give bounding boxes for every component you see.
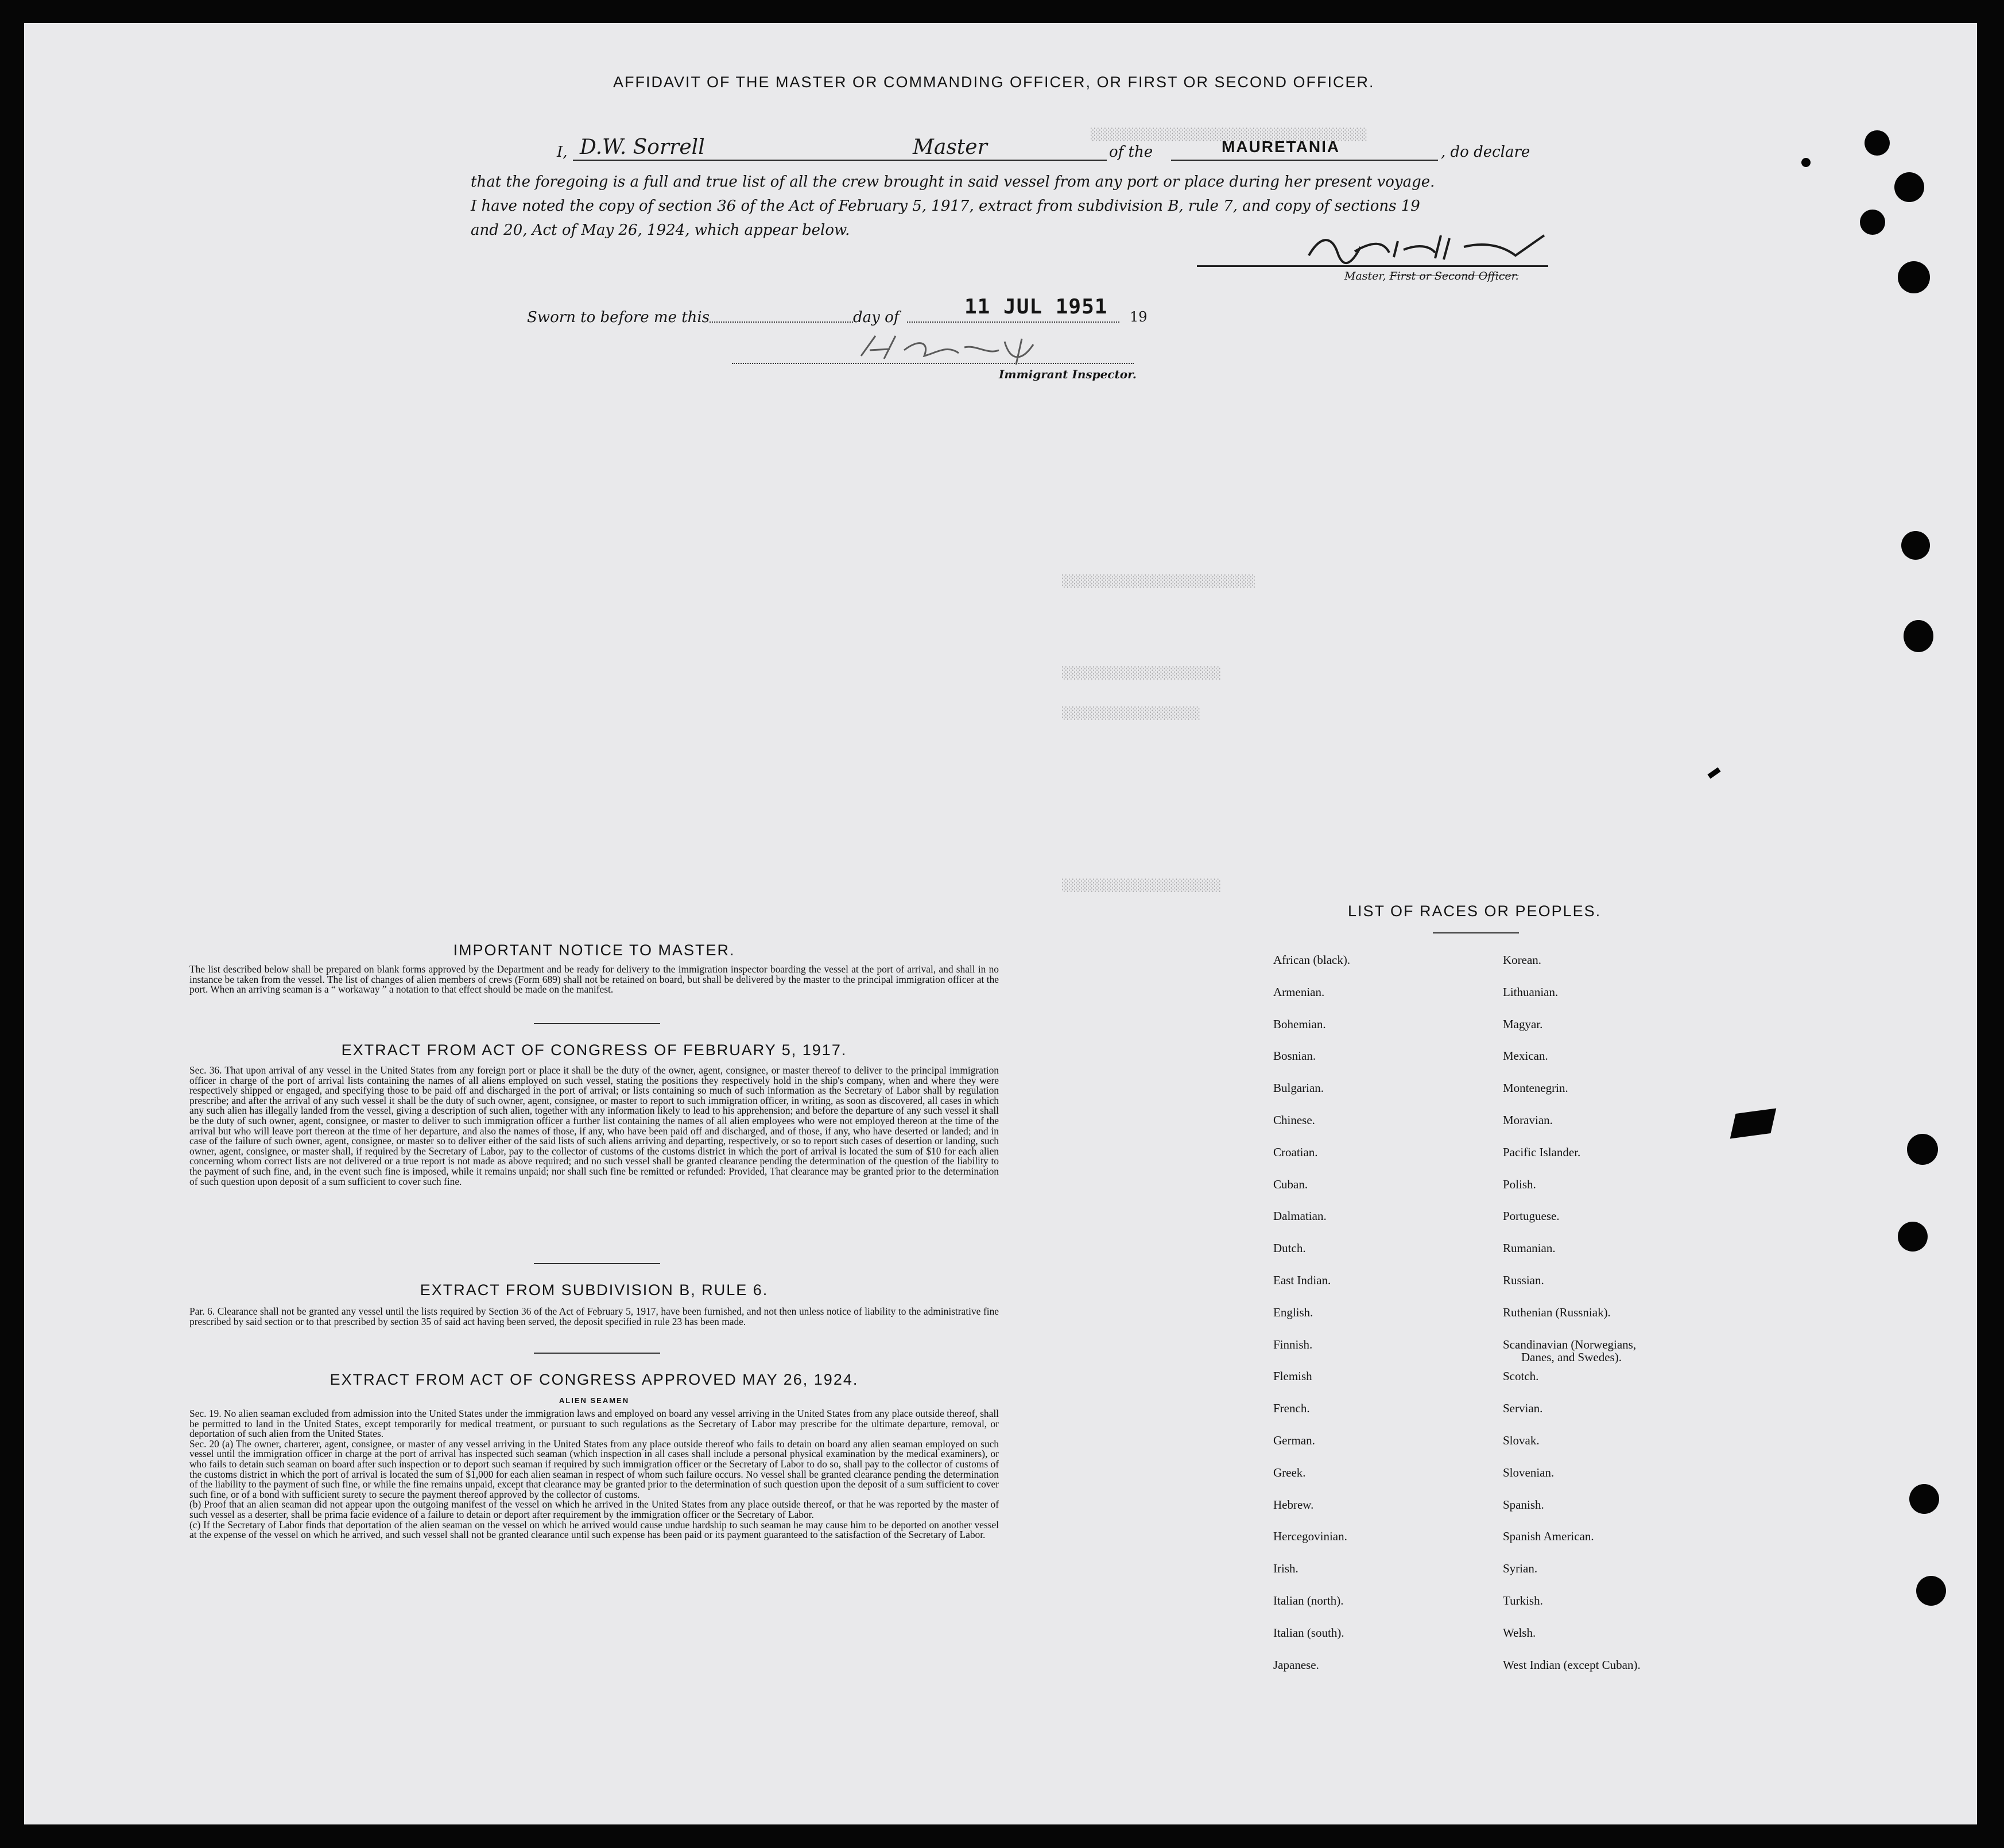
punch-hole bbox=[1904, 620, 1933, 652]
race-item: Lithuanian. bbox=[1503, 985, 1559, 999]
race-item: Korean. bbox=[1503, 953, 1542, 967]
race-item: Hebrew. bbox=[1273, 1497, 1314, 1512]
rank-handwritten: Master bbox=[913, 135, 987, 159]
punch-hole bbox=[1898, 1222, 1928, 1252]
race-item: Cuban. bbox=[1273, 1177, 1308, 1191]
race-item: Dalmatian. bbox=[1273, 1209, 1327, 1223]
affidavit-i-label: I, bbox=[557, 144, 568, 161]
race-item: Croatian. bbox=[1273, 1145, 1318, 1159]
race-item: Syrian. bbox=[1503, 1562, 1538, 1576]
race-item: Italian (south). bbox=[1273, 1625, 1344, 1640]
races-title-rule bbox=[1433, 932, 1519, 933]
master-name-handwritten: D.W. Sorrell bbox=[580, 135, 705, 159]
year-prefix: 19 bbox=[1130, 309, 1148, 325]
signature-role-label: Master, First or Second Officer. bbox=[1344, 270, 1519, 282]
master-signature-line bbox=[1197, 264, 1548, 267]
race-item: Bosnian. bbox=[1273, 1049, 1316, 1063]
date-stamp: 11 JUL 1951 bbox=[964, 295, 1108, 319]
extract-1924-title: EXTRACT FROM ACT OF CONGRESS APPROVED MAY 26, 1924. bbox=[330, 1371, 859, 1388]
vessel-name: MAURETANIA bbox=[1222, 138, 1340, 156]
race-item: German. bbox=[1273, 1434, 1315, 1447]
race-item: Rumanian. bbox=[1503, 1241, 1556, 1256]
bleed-through-text: ░░░░░░░░░░░░░░░░░░░░░░░░░░░░ bbox=[1062, 574, 1256, 588]
races-list-title: LIST OF RACES OR PEOPLES. bbox=[1348, 902, 1602, 920]
race-item: Bohemian. bbox=[1273, 1017, 1326, 1031]
race-item: Dutch. bbox=[1273, 1241, 1306, 1256]
affidavit-do-declare-label: , do declare bbox=[1441, 144, 1530, 161]
race-item: Japanese. bbox=[1273, 1657, 1319, 1672]
race-item: Scandinavian (Norwegians, bbox=[1503, 1337, 1637, 1351]
race-item: French. bbox=[1273, 1401, 1310, 1416]
punch-hole bbox=[1901, 531, 1930, 560]
race-item: Slovak. bbox=[1503, 1434, 1540, 1447]
section-divider bbox=[534, 1263, 660, 1264]
race-item: Bulgarian. bbox=[1273, 1081, 1324, 1095]
affidavit-title: AFFIDAVIT OF THE MASTER OR COMMANDING OFFICER, OR FIRST OR SECOND OFFICER. bbox=[613, 73, 1375, 91]
section-divider bbox=[534, 1023, 660, 1024]
notice-text: The list described below shall be prepared on blank forms approved by the Department and be ready for delivery to the immigration inspector boarding the vessel at the port of arrival, and shall in no instance be taken from the vessel. The list of changes of alien members of crews (Form 689) shall not be retained on board, but shall be delivered by the master to the principal immigration officer at the port. When an arriving seaman is a “ workaway ” a notation to that effect should be made on the manifest. bbox=[189, 963, 999, 995]
race-item: Ruthenian (Russniak). bbox=[1503, 1305, 1611, 1319]
punch-hole bbox=[1898, 261, 1930, 293]
affidavit-declaration-text: that the foregoing is a full and true list of all the crew brought in said vessel from any port or place during her present voyage. I have noted the copy of section 36 of the Act of February 5, 1917, extract from subdivision B, rule 7, and copy of sections 19 and 20, Act of May 26, 1924, which appear below. bbox=[471, 173, 1435, 239]
punch-hole bbox=[1894, 172, 1924, 202]
race-item: Slovenian. bbox=[1503, 1465, 1555, 1479]
race-item: Portuguese. bbox=[1503, 1209, 1560, 1223]
day-of-label: day of bbox=[853, 309, 900, 326]
race-item: Turkish. bbox=[1503, 1594, 1543, 1607]
punch-hole bbox=[1909, 1484, 1939, 1514]
punch-hole bbox=[1907, 1134, 1938, 1165]
race-item: Irish. bbox=[1273, 1562, 1298, 1576]
extract-1917-title: EXTRACT FROM ACT OF CONGRESS OF FEBRUARY 5, 1917. bbox=[341, 1041, 847, 1059]
extract-1917-text: Sec. 36. That upon arrival of any vessel in the United States from any foreign port or place it shall be the duty of the owner, agent, consignee, or master thereof to deliver to the principal immigration officer in charge of the port of arrival lists containing the names of all aliens employed on such vessel, stating the positions they respectively hold in the ship's company, when and where they were respectively shipped or engaged, and specifying those to be paid off and discharged in the port of arrival; or lists containing so much of such information as the Secretary of Labor shall by regulation prescribe; and after the arrival of any such vessel it shall be the duty of such owner, agent, consignee, or master to report to such immigration officer, in writing, as soon as discovered, all cases in which any such alien has illegally landed from the vessel, giving a description of such alien, together with any information likely to lead to his apprehension; and before the departure of any such vessel it shall be the duty of such owner, agent, consignee, or master to deliver to such immigration officer a further list containing the names of all alien employees who were not employed thereon at the time of the arrival but who will leave port thereon at the time of her departure, and also the names of those, if any, who have been paid off and discharged, and of those, if any, who have deserted or landed; and in case of the failure of such owner, agent, consignee, or master so to deliver either of the said lists of such aliens arriving and departing, respectively, or so to report such cases of desertion or landing, such owner, agent, consignee, or master shall, if required by the Secretary of Labor, pay to the collector of customs of the customs district in which the port of arrival is located the sum of $10 for each alien concerning whom correct lists are not delivered or a true report is not made as above required; and no such vessel shall be granted clearance pending the determination of the question of the liability to the payment of such fine, and, in the event such fine is imposed, while it remains unpaid; nor shall such fine be remitted or refunded: Provided, That clearance may be granted prior to the determination of such question upon deposit of a sum sufficient to cover such fine. bbox=[189, 1064, 999, 1187]
notice-title: IMPORTANT NOTICE TO MASTER. bbox=[453, 942, 735, 959]
document-page bbox=[24, 23, 1977, 1824]
race-item: Montenegrin. bbox=[1503, 1081, 1568, 1095]
ink-blot bbox=[1801, 158, 1811, 167]
inspector-signature-line bbox=[732, 363, 1134, 364]
alien-seamen-subtitle: ALIEN SEAMEN bbox=[559, 1396, 630, 1405]
race-item: African (black). bbox=[1273, 953, 1351, 967]
bleed-through-text: ░░░░░░░░░░░░░░░░░░░░ bbox=[1062, 706, 1200, 720]
race-item: Flemish bbox=[1273, 1369, 1312, 1384]
race-item: Spanish American. bbox=[1503, 1529, 1594, 1544]
race-item: Moravian. bbox=[1503, 1113, 1553, 1127]
race-item: Armenian. bbox=[1273, 985, 1325, 999]
date-dotted-line bbox=[907, 321, 1119, 323]
affidavit-of-the-label: of the bbox=[1109, 144, 1153, 161]
race-item: Mexican. bbox=[1503, 1049, 1548, 1063]
race-item: Pacific Islander. bbox=[1503, 1145, 1581, 1159]
master-signature bbox=[1297, 224, 1567, 270]
race-item: Welsh. bbox=[1503, 1625, 1536, 1640]
race-item: Hercegovinian. bbox=[1273, 1529, 1347, 1544]
bleed-through-text: ░░░░░░░░░░░░░░░░░░░░░░░░░░░░░░░░░░░░░░░░ bbox=[1091, 127, 1367, 141]
inspector-label: Immigrant Inspector. bbox=[999, 367, 1137, 381]
race-item: Chinese. bbox=[1273, 1113, 1315, 1127]
race-item: Magyar. bbox=[1503, 1017, 1543, 1031]
punch-hole bbox=[1865, 130, 1890, 156]
race-item: Danes, and Swedes). bbox=[1521, 1350, 1622, 1364]
race-item: Spanish. bbox=[1503, 1497, 1544, 1512]
section-divider bbox=[534, 1353, 660, 1354]
punch-hole bbox=[1860, 210, 1885, 235]
sworn-before-label: Sworn to before me this bbox=[527, 309, 710, 326]
race-item: Servian. bbox=[1503, 1401, 1543, 1416]
extract-1924-text: Sec. 19. No alien seaman excluded from admission into the United States under the immigration laws and employed on board any vessel arriving in the United States from any place outside thereof, shall be permitted to land in the United States, except temporarily for medical treatment, or pursuant to such regulations as the Secretary of Labor may prescribe for the ultimate departure, removal, or deportation of such alien from the United States. Sec. 20 (a) The owner, charterer, agent, consignee, or master of any vessel arriving in the United States from any place outside thereof who fails to detain on board any alien seaman employed on such vessel until the immigration officer in charge at the port of arrival has inspected such seaman (which inspection in all cases shall include a personal physical examination by the medical examiners), or who fails to detain such seaman on board after such inspection or to deport such seaman if required by such immigration officer or the Secretary of Labor to do so, shall pay to the collector of customs of the customs district in which the port of arrival is located the sum of $1,000 for each alien seaman in respect of whom such failure occurs. No vessel shall be granted clearance pending the determination of the liability to the payment of such fine, or while the fine remains unpaid, except that clearance may be granted prior to the determination of such question upon the deposit of a sum sufficient to cover such fine, or of a bond with sufficient surety to secure the payment thereof approved by the collector of customs. (b) Proof that an alien seaman did not appear upon the outgoing manifest of the vessel on which he arrived in the United States from any place outside thereof, or that he was reported by the master of such vessel as a deserter, shall be prima facie evidence of a failure to detain or deport after requirement by the immigration officer or the Secretary of Labor. (c) If the Secretary of Labor finds that deportation of the alien seaman on the vessel on which he arrived would cause undue hardship to such seaman he may cause him to be deported on another vessel at the expense of the vessel on which he arrived, and such vessel shall not be granted clearance until such expense has been paid or its payment guaranteed to the satisfaction of the Secretary of Labor. bbox=[189, 1408, 999, 1541]
race-item: Greek. bbox=[1273, 1465, 1306, 1479]
subdivision-b-text: Par. 6. Clearance shall not be granted any vessel until the lists required by Section 36 of the Act of February 5, 1917, have been furnished, and not then unless notice of liability to the administrative fine prescribed by said section or to that prescribed by section 35 of said act having been served, the deposit specified in rule 23 has been made. bbox=[189, 1305, 999, 1327]
race-item: East Indian. bbox=[1273, 1273, 1331, 1287]
inspector-signature bbox=[850, 327, 1079, 367]
race-item: Russian. bbox=[1503, 1273, 1544, 1287]
race-item: West Indian (except Cuban). bbox=[1503, 1657, 1641, 1672]
race-item: English. bbox=[1273, 1305, 1313, 1319]
race-item: Italian (north). bbox=[1273, 1594, 1344, 1607]
subdivision-b-title: EXTRACT FROM SUBDIVISION B, RULE 6. bbox=[420, 1281, 769, 1299]
bleed-through-text: ░░░░░░░░░░░░░░░░░░░░░░░ bbox=[1062, 666, 1221, 680]
punch-hole bbox=[1916, 1576, 1946, 1606]
race-item: Finnish. bbox=[1273, 1337, 1313, 1351]
sworn-dotted-line bbox=[710, 321, 853, 323]
bleed-through-text: ░░░░░░░░░░░░░░░░░░░░░░░ bbox=[1062, 878, 1221, 892]
race-item: Polish. bbox=[1503, 1177, 1536, 1191]
race-item: Scotch. bbox=[1503, 1369, 1539, 1384]
